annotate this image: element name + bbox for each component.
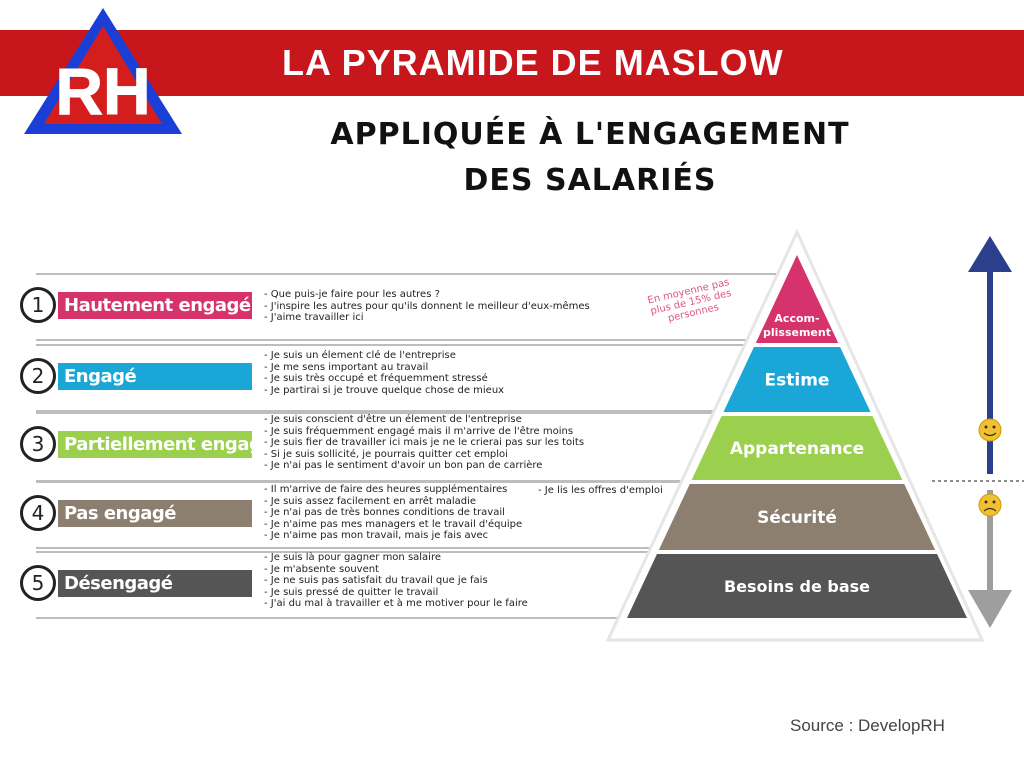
description-line: - Je suis assez facilement en arrêt maladie [264,495,477,507]
row-number-badge: 4 [20,495,56,531]
smiley-sad-icon [979,494,1001,516]
pyramid-levels [627,255,967,618]
description-line: - Je n'ai pas de très bonnes conditions de travail [264,507,505,519]
description-line: - Je n'ai pas le sentiment d'avoir un bon pan de carrière [264,460,543,472]
row-label: Pas engagé [58,500,252,527]
description-line: - Je suis conscient d'être un élement de l'entreprise [264,414,522,425]
pyramid-level-label: Besoins de base [723,577,871,596]
subtitle-line-1: APPLIQUÉE À L'ENGAGEMENT [330,117,850,152]
description-line: - Je me sens important au travail [264,361,429,373]
percentage-note: En moyenne pas plus de 15% des personnes [646,277,733,325]
subtitle-line-2: DES SALARIÉS [463,163,717,198]
description-line: - J'ai du mal à travailler et à me motiver pour le faire [264,598,528,610]
row4-extra-text: - Je lis les offres d'emploi [538,485,663,496]
row-label: Engagé [58,363,252,390]
smiley-happy-icon [979,419,1001,441]
description-line: - Je ne suis pas satisfait du travail que je fais [264,575,488,587]
description-line: - Que puis-je faire pour les autres ? [264,289,440,300]
description-line: - Je suis pressé de quitter le travail [264,586,439,598]
description-line: - Je suis là pour gagner mon salaire [264,552,442,563]
description-line: - Si je suis sollicité, je pourrais quitter cet emploi [264,448,508,460]
description-line: - Je m'absente souvent [264,563,379,575]
row-number-badge: 5 [20,565,56,601]
arrow-up-head [968,236,1012,272]
pyramid-level-label: Accom-plissement [763,312,831,339]
row-label: Partiellement engagé [58,431,252,458]
row-label: Hautement engagé [58,292,252,319]
description-line: - Je suis très occupé et fréquemment stressé [264,373,488,385]
row-number-badge: 3 [20,426,56,462]
source-credit: Source : DevelopRH [790,716,945,735]
pyramid-level-label: Sécurité [757,508,837,528]
logo-text: RH [55,54,151,128]
row-label: Désengagé [58,570,252,597]
description-line: - Je suis un élement clé de l'entreprise [264,350,456,361]
description-line: - Il m'arrive de faire des heures supplémentaires [264,484,508,495]
pyramid-level-label: Appartenance [729,439,865,459]
description-line: - J'aime travailler ici [264,312,364,324]
description-line: - Je n'aime pas mon travail, mais je fais avec [264,530,489,542]
pyramid-level-label: Estime [764,370,830,391]
description-line: - Je n'aime pas mes managers et le travail d'équipe [264,518,523,530]
description-line: - Je suis fier de travailler ici mais je ne le crierai pas sur les toits [264,437,585,449]
row-number-badge: 2 [20,358,56,394]
row-number-badge: 1 [20,287,56,323]
description-line: - Je suis fréquemment engagé mais il m'arrive de l'être moins [264,425,574,437]
description-line: - Je partirai si je trouve quelque chose de mieux [264,384,505,396]
description-line: - J'inspire les autres pour qu'ils donnent le meilleur d'eux-mêmes [264,300,590,312]
page-title: LA PYRAMIDE DE MASLOW [282,42,784,83]
